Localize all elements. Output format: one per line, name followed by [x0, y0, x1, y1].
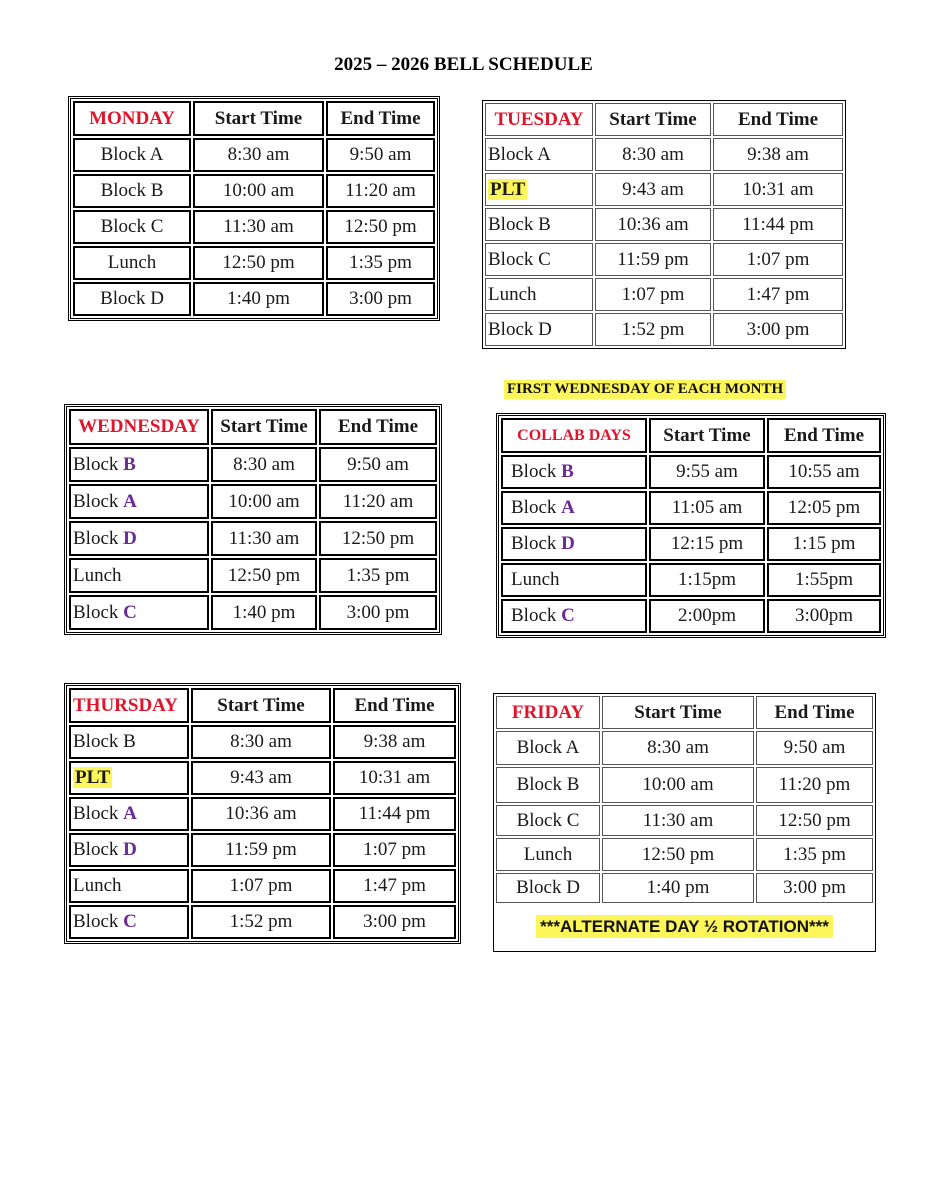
block-cell [69, 905, 189, 939]
thursday-schedule-table [64, 683, 461, 944]
block-cell [69, 761, 189, 795]
start-time-header: Start Time [191, 688, 331, 723]
end-time-cell: 10:31 am [713, 173, 843, 206]
end-time-cell: 1:35 pm [319, 558, 437, 593]
table-row [496, 731, 873, 765]
block-prefix: Block [73, 839, 124, 860]
table-row [501, 527, 881, 561]
block-prefix: Block [511, 533, 562, 554]
end-time-cell: 12:05 pm [767, 491, 881, 525]
block-letter: C [123, 601, 137, 623]
block-cell: Block B [485, 208, 593, 241]
table-row [501, 563, 881, 597]
table-row [69, 869, 456, 903]
block-letter: C [561, 605, 575, 626]
block-cell: Block C [73, 210, 191, 244]
rotation-note-row [496, 905, 873, 949]
start-time-cell: 8:30 am [193, 138, 324, 172]
block-letter: A [123, 803, 137, 824]
block-cell [69, 447, 209, 482]
block-cell [69, 869, 189, 903]
start-time-cell: 1:40 pm [193, 282, 324, 316]
day-label: FRIDAY [496, 696, 600, 729]
table-row [69, 558, 437, 593]
start-time-cell: 10:00 am [193, 174, 324, 208]
block-cell: Block D [73, 282, 191, 316]
table-row [73, 174, 435, 208]
end-time-header: End Time [319, 409, 437, 445]
block-cell: Lunch [485, 278, 593, 311]
end-time-header: End Time [756, 696, 873, 729]
day-label: MONDAY [73, 101, 191, 136]
block-prefix: Block [73, 803, 124, 824]
friday-schedule-table [493, 693, 876, 952]
rotation-note: ***ALTERNATE DAY ½ ROTATION*** [536, 915, 833, 938]
plt-highlight: PLT [490, 178, 526, 200]
block-prefix: Block [511, 605, 562, 626]
block-cell: Block D [485, 313, 593, 346]
block-cell: Block C [496, 805, 600, 836]
table-row [73, 210, 435, 244]
table-header-row [69, 688, 456, 723]
end-time-cell: 9:50 am [756, 731, 873, 765]
table-row [485, 278, 843, 311]
block-cell [485, 173, 593, 206]
end-time-cell: 1:47 pm [333, 869, 456, 903]
end-time-cell: 9:38 am [333, 725, 456, 759]
block-letter: B [123, 453, 136, 475]
start-time-cell: 10:36 am [595, 208, 711, 241]
tuesday-schedule-table [482, 100, 846, 349]
table-row [485, 138, 843, 171]
table-row [69, 797, 456, 831]
end-time-cell: 1:07 pm [333, 833, 456, 867]
block-prefix: Lunch [511, 569, 560, 590]
table-row [501, 455, 881, 489]
block-prefix: Block [511, 497, 562, 518]
block-cell [501, 563, 647, 597]
table-row [69, 521, 437, 556]
day-label: COLLAB DAYS [501, 418, 647, 453]
start-time-cell: 1:40 pm [602, 873, 754, 903]
end-time-cell: 10:55 am [767, 455, 881, 489]
table-header-row [485, 103, 843, 136]
day-label: TUESDAY [485, 103, 593, 136]
table-row [69, 595, 437, 630]
end-time-cell: 1:35 pm [326, 246, 435, 280]
table-row [496, 838, 873, 871]
start-time-cell: 12:50 pm [193, 246, 324, 280]
start-time-cell: 12:15 pm [649, 527, 765, 561]
start-time-cell: 8:30 am [602, 731, 754, 765]
block-prefix: Lunch [73, 875, 122, 896]
table-row [69, 905, 456, 939]
start-time-header: Start Time [595, 103, 711, 136]
block-cell [69, 521, 209, 556]
block-letter: A [561, 497, 575, 518]
start-time-cell: 11:59 pm [191, 833, 331, 867]
end-time-cell: 11:20 am [319, 484, 437, 519]
start-time-cell: 1:52 pm [191, 905, 331, 939]
end-time-cell: 1:55pm [767, 563, 881, 597]
day-label: WEDNESDAY [69, 409, 209, 445]
start-time-cell: 8:30 am [191, 725, 331, 759]
end-time-cell: 12:50 pm [319, 521, 437, 556]
start-time-cell: 11:30 am [211, 521, 317, 556]
table-row [69, 484, 437, 519]
block-cell [69, 595, 209, 630]
end-time-cell: 10:31 am [333, 761, 456, 795]
start-time-header: Start Time [211, 409, 317, 445]
block-cell: Block B [73, 174, 191, 208]
end-time-cell: 11:20 am [326, 174, 435, 208]
end-time-cell: 9:50 am [326, 138, 435, 172]
table-row [69, 725, 456, 759]
start-time-header: Start Time [649, 418, 765, 453]
monday-schedule-table [68, 96, 440, 321]
start-time-cell: 1:07 pm [191, 869, 331, 903]
end-time-cell: 3:00 pm [756, 873, 873, 903]
block-cell [69, 558, 209, 593]
block-cell: Block B [496, 767, 600, 803]
end-time-cell: 1:35 pm [756, 838, 873, 871]
table-row [485, 208, 843, 241]
end-time-cell: 9:38 am [713, 138, 843, 171]
start-time-header: Start Time [602, 696, 754, 729]
block-cell [501, 455, 647, 489]
block-cell [69, 797, 189, 831]
block-cell [501, 527, 647, 561]
start-time-cell: 8:30 am [595, 138, 711, 171]
block-letter: B [561, 461, 574, 482]
block-cell [69, 484, 209, 519]
table-row [496, 805, 873, 836]
start-time-cell: 10:00 am [211, 484, 317, 519]
page-title: 2025 – 2026 BELL SCHEDULE [334, 54, 593, 75]
block-letter: A [123, 490, 137, 512]
collab-days-note: FIRST WEDNESDAY OF EACH MONTH [504, 380, 786, 399]
plt-highlight: PLT [75, 767, 111, 788]
end-time-cell: 3:00 pm [713, 313, 843, 346]
table-row [73, 282, 435, 316]
block-cell: Block C [485, 243, 593, 276]
end-time-cell: 9:50 am [319, 447, 437, 482]
start-time-cell: 12:50 pm [602, 838, 754, 871]
start-time-cell: 9:43 am [191, 761, 331, 795]
end-time-header: End Time [767, 418, 881, 453]
end-time-cell: 1:47 pm [713, 278, 843, 311]
start-time-cell: 11:59 pm [595, 243, 711, 276]
end-time-cell: 3:00 pm [333, 905, 456, 939]
end-time-cell: 12:50 pm [756, 805, 873, 836]
table-row [496, 873, 873, 903]
table-row [485, 173, 843, 206]
end-time-cell: 1:07 pm [713, 243, 843, 276]
block-prefix: Block [73, 911, 124, 932]
table-row [496, 767, 873, 803]
block-cell: Lunch [73, 246, 191, 280]
start-time-header: Start Time [193, 101, 324, 136]
table-row [485, 243, 843, 276]
block-prefix: Block [511, 461, 562, 482]
end-time-cell: 12:50 pm [326, 210, 435, 244]
block-cell [69, 833, 189, 867]
end-time-cell: 3:00pm [767, 599, 881, 633]
collab-days-schedule-table [496, 413, 886, 638]
end-time-header: End Time [333, 688, 456, 723]
table-row [69, 761, 456, 795]
end-time-cell: 3:00 pm [326, 282, 435, 316]
table-row [73, 246, 435, 280]
wednesday-schedule-table [64, 404, 442, 635]
table-row [69, 833, 456, 867]
end-time-cell: 11:44 pm [333, 797, 456, 831]
start-time-cell: 1:15pm [649, 563, 765, 597]
table-row [73, 138, 435, 172]
start-time-cell: 2:00pm [649, 599, 765, 633]
table-row [485, 313, 843, 346]
block-cell: Block A [73, 138, 191, 172]
start-time-cell: 11:30 am [602, 805, 754, 836]
block-prefix: Block [73, 453, 124, 475]
end-time-header: End Time [326, 101, 435, 136]
rotation-note-cell [496, 905, 873, 949]
table-row [501, 599, 881, 633]
block-cell: Block D [496, 873, 600, 903]
table-header-row [501, 418, 881, 453]
start-time-cell: 1:52 pm [595, 313, 711, 346]
block-prefix: Block [73, 527, 124, 549]
start-time-cell: 1:40 pm [211, 595, 317, 630]
block-letter: D [123, 527, 137, 549]
block-cell: Block B [69, 725, 189, 759]
block-letter: D [123, 839, 137, 860]
start-time-cell: 8:30 am [211, 447, 317, 482]
block-prefix: Block [73, 601, 124, 623]
block-cell: Block A [496, 731, 600, 765]
table-header-row [73, 101, 435, 136]
block-letter: D [561, 533, 575, 554]
start-time-cell: 11:05 am [649, 491, 765, 525]
block-cell [501, 491, 647, 525]
block-cell: Lunch [496, 838, 600, 871]
end-time-cell: 3:00 pm [319, 595, 437, 630]
start-time-cell: 1:07 pm [595, 278, 711, 311]
block-cell [501, 599, 647, 633]
start-time-cell: 11:30 am [193, 210, 324, 244]
start-time-cell: 12:50 pm [211, 558, 317, 593]
end-time-header: End Time [713, 103, 843, 136]
day-label: THURSDAY [69, 688, 189, 723]
table-row [69, 447, 437, 482]
block-cell: Block A [485, 138, 593, 171]
table-header-row [69, 409, 437, 445]
start-time-cell: 10:00 am [602, 767, 754, 803]
end-time-cell: 11:44 pm [713, 208, 843, 241]
start-time-cell: 10:36 am [191, 797, 331, 831]
block-prefix: Block [73, 490, 124, 512]
end-time-cell: 1:15 pm [767, 527, 881, 561]
end-time-cell: 11:20 pm [756, 767, 873, 803]
table-row [501, 491, 881, 525]
block-prefix: Lunch [73, 564, 122, 586]
start-time-cell: 9:43 am [595, 173, 711, 206]
table-header-row [496, 696, 873, 729]
block-letter: C [123, 911, 137, 932]
start-time-cell: 9:55 am [649, 455, 765, 489]
